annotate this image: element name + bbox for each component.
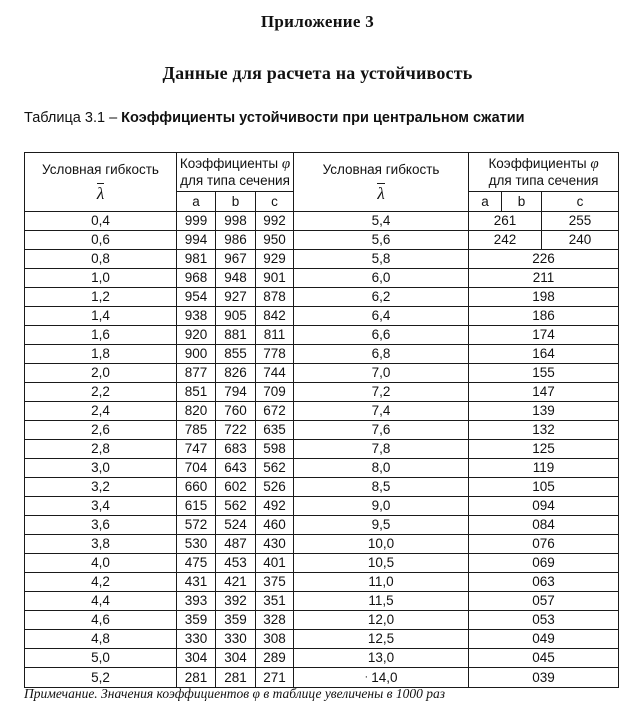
table-row (25, 288, 619, 307)
cell-lambda-left: 1,2 (25, 288, 177, 307)
cell-value-merged-abc: 094 (469, 497, 619, 516)
cell-b-left: 281 (216, 668, 256, 688)
phi-symbol-left: φ (281, 155, 291, 172)
cell-a-left: 359 (177, 611, 216, 630)
cell-c-left: 492 (256, 497, 294, 516)
cell-lambda-left: 3,4 (25, 497, 177, 516)
cell-a-left: 851 (177, 383, 216, 402)
cell-lambda-left: 4,6 (25, 611, 177, 630)
cell-lambda-right: 6,8 (294, 345, 469, 364)
cell-value-merged-abc: 069 (469, 554, 619, 573)
table-row (25, 250, 619, 269)
table-row (25, 516, 619, 535)
table-row (25, 307, 619, 326)
table-row (25, 668, 619, 688)
table-row (25, 535, 619, 554)
table-head (25, 153, 619, 212)
cell-a-left: 615 (177, 497, 216, 516)
cell-a-left: 981 (177, 250, 216, 269)
cell-b-left: 986 (216, 231, 256, 250)
table-row (25, 611, 619, 630)
cell-lambda-right: 7,6 (294, 421, 469, 440)
cell-lambda-left: 4,0 (25, 554, 177, 573)
cell-a-left: 968 (177, 269, 216, 288)
header-coefficients-right-text: Коэффициенты (488, 155, 587, 171)
cell-value-merged-abc: 132 (469, 421, 619, 440)
cell-lambda-right: 9,0 (294, 497, 469, 516)
header-type-c-left: c (256, 192, 294, 212)
appendix-title: Приложение 3 (260, 12, 375, 31)
cell-c-left: 929 (256, 250, 294, 269)
cell-lambda-right: 11,0 (294, 573, 469, 592)
table-row (25, 364, 619, 383)
cell-lambda-right: 11,5 (294, 592, 469, 611)
cell-b-left: 392 (216, 592, 256, 611)
cell-a-left: 431 (177, 573, 216, 592)
cell-lambda-left: 2,2 (25, 383, 177, 402)
table-header-row-1 (25, 153, 619, 192)
cell-value-merged-abc: 119 (469, 459, 619, 478)
cell-b-left: 826 (216, 364, 256, 383)
cell-lambda-right: 7,2 (294, 383, 469, 402)
cell-value-merged-abc: 125 (469, 440, 619, 459)
header-lambda-right-label: Условная гибкость (322, 161, 440, 177)
cell-b-left: 562 (216, 497, 256, 516)
cell-value-merged-abc: 164 (469, 345, 619, 364)
cell-value-merged-abc: 057 (469, 592, 619, 611)
header-coefficients-left-line2: для типа сечения (180, 172, 290, 188)
cell-b-left: 487 (216, 535, 256, 554)
cell-value-merged-abc: 226 (469, 250, 619, 269)
cell-a-left: 820 (177, 402, 216, 421)
cell-lambda-left: 3,0 (25, 459, 177, 478)
table-row (25, 649, 619, 668)
cell-lambda-right: 9,5 (294, 516, 469, 535)
cell-lambda-left: 1,6 (25, 326, 177, 345)
phi-symbol-right: φ (590, 155, 599, 172)
coefficients-table-wrapper (24, 152, 618, 688)
cell-a-left: 938 (177, 307, 216, 326)
table-row (25, 554, 619, 573)
table-row (25, 383, 619, 402)
cell-b-left: 998 (216, 212, 256, 231)
cell-c-left: 289 (256, 649, 294, 668)
cell-c-left: 328 (256, 611, 294, 630)
table-row (25, 402, 619, 421)
cell-c-left: 744 (256, 364, 294, 383)
cell-a-left: 900 (177, 345, 216, 364)
cell-lambda-left: 0,8 (25, 250, 177, 269)
cell-value-merged-abc: 039 (469, 668, 619, 688)
header-coefficients-left (177, 153, 294, 192)
cell-value-merged-abc: 076 (469, 535, 619, 554)
cell-lambda-left: 0,6 (25, 231, 177, 250)
cell-b-left: 855 (216, 345, 256, 364)
cell-value-merged-abc: 063 (469, 573, 619, 592)
cell-lambda-left: 1,0 (25, 269, 177, 288)
cell-lambda-right: 12,5 (294, 630, 469, 649)
cell-c-left: 308 (256, 630, 294, 649)
table-row (25, 212, 619, 231)
cell-value-merged-abc: 198 (469, 288, 619, 307)
cell-value-merged-abc: 084 (469, 516, 619, 535)
cell-lambda-right: 5,4 (294, 212, 469, 231)
page-title: Данные для расчета на устойчивость (162, 63, 473, 83)
header-coefficients-right-line2: для типа сечения (488, 172, 599, 188)
table-row (25, 478, 619, 497)
cell-lambda-right: 8,0 (294, 459, 469, 478)
header-lambda-left (25, 153, 177, 212)
cell-a-left: 281 (177, 668, 216, 688)
cell-b-left: 794 (216, 383, 256, 402)
cell-value-merged-abc: 049 (469, 630, 619, 649)
cell-lambda-left: 2,0 (25, 364, 177, 383)
cell-lambda-left: 2,6 (25, 421, 177, 440)
header-lambda-right-symbol: λ (377, 183, 385, 203)
cell-b-left: 524 (216, 516, 256, 535)
cell-b-left: 453 (216, 554, 256, 573)
table-caption-label: Таблица 3.1 – (24, 110, 122, 126)
cell-lambda-right: 13,0 (294, 649, 469, 668)
header-type-c-right: c (542, 192, 619, 212)
cell-b-left: 722 (216, 421, 256, 440)
cell-lambda-right: 10,5 (294, 554, 469, 573)
cell-c-right: 240 (542, 231, 619, 250)
cell-a-left: 530 (177, 535, 216, 554)
cell-c-left: 271 (256, 668, 294, 688)
table-row (25, 269, 619, 288)
cell-lambda-left: 4,2 (25, 573, 177, 592)
cell-lambda-right: 6,0 (294, 269, 469, 288)
cell-lambda-right: 6,2 (294, 288, 469, 307)
header-lambda-left-label: Условная гибкость (42, 161, 159, 177)
cell-c-left: 460 (256, 516, 294, 535)
table-row (25, 592, 619, 611)
cell-a-left: 999 (177, 212, 216, 231)
cell-lambda-right: 5,6 (294, 231, 469, 250)
cell-a-left: 304 (177, 649, 216, 668)
cell-c-left: 375 (256, 573, 294, 592)
cell-lambda-right: 10,0 (294, 535, 469, 554)
cell-c-left: 526 (256, 478, 294, 497)
cell-a-left: 572 (177, 516, 216, 535)
cell-c-left: 430 (256, 535, 294, 554)
cell-b-left: 602 (216, 478, 256, 497)
cell-lambda-left: 4,4 (25, 592, 177, 611)
table-row (25, 630, 619, 649)
header-coefficients-right (469, 153, 619, 192)
cell-b-left: 421 (216, 573, 256, 592)
cell-lambda-left: 3,6 (25, 516, 177, 535)
table-row (25, 497, 619, 516)
cell-lambda-left: 2,8 (25, 440, 177, 459)
cell-lambda-right: 6,4 (294, 307, 469, 326)
cell-lambda-left: 3,2 (25, 478, 177, 497)
cell-lambda-left: 1,4 (25, 307, 177, 326)
cell-lambda-right: 7,0 (294, 364, 469, 383)
cell-lambda-right: 12,0 (294, 611, 469, 630)
cell-b-left: 967 (216, 250, 256, 269)
cell-b-left: 359 (216, 611, 256, 630)
cell-c-left: 562 (256, 459, 294, 478)
cell-lambda-left: 5,0 (25, 649, 177, 668)
cell-b-left: 948 (216, 269, 256, 288)
cell-lambda-right: 8,5 (294, 478, 469, 497)
table-caption-text: Коэффициенты устойчивости при центральном сжатии (121, 110, 525, 126)
header-lambda-left-symbol: λ (96, 183, 105, 203)
table-row (25, 231, 619, 250)
cell-c-left: 878 (256, 288, 294, 307)
cell-value-merged-abc: 045 (469, 649, 619, 668)
cell-b-left: 927 (216, 288, 256, 307)
cell-lambda-right: 7,4 (294, 402, 469, 421)
table-row (25, 345, 619, 364)
cell-value-merged-abc: 139 (469, 402, 619, 421)
cell-c-left: 901 (256, 269, 294, 288)
cell-lambda-right: 5,8 (294, 250, 469, 269)
table-row (25, 421, 619, 440)
table-caption (24, 110, 525, 126)
cell-c-left: 598 (256, 440, 294, 459)
cell-lambda-left: 3,8 (25, 535, 177, 554)
table-row (25, 573, 619, 592)
header-coefficients-right-line1 (469, 156, 618, 173)
cell-c-left: 635 (256, 421, 294, 440)
cell-value-merged-ab: 242 (469, 231, 542, 250)
cell-a-left: 393 (177, 592, 216, 611)
cell-value-merged-ab: 261 (469, 212, 542, 231)
header-coefficients-left-line1 (177, 156, 293, 173)
cell-a-left: 747 (177, 440, 216, 459)
header-type-b-right: b (502, 192, 542, 212)
coefficients-table (24, 152, 619, 688)
cell-c-left: 992 (256, 212, 294, 231)
cell-c-left: 811 (256, 326, 294, 345)
cell-a-left: 660 (177, 478, 216, 497)
cell-lambda-right: 6,6 (294, 326, 469, 345)
cell-c-left: 401 (256, 554, 294, 573)
cell-a-left: 704 (177, 459, 216, 478)
cell-lambda-left: 0,4 (25, 212, 177, 231)
cell-a-left: 330 (177, 630, 216, 649)
cell-b-left: 905 (216, 307, 256, 326)
cell-value-merged-abc: 053 (469, 611, 619, 630)
table-body (25, 212, 619, 688)
header-lambda-right (294, 153, 469, 212)
cell-c-left: 351 (256, 592, 294, 611)
cell-b-left: 643 (216, 459, 256, 478)
cell-c-left: 672 (256, 402, 294, 421)
cell-value-merged-abc: 147 (469, 383, 619, 402)
cell-lambda-left: 4,8 (25, 630, 177, 649)
cell-lambda-right: 7,8 (294, 440, 469, 459)
cell-a-left: 475 (177, 554, 216, 573)
cell-b-left: 683 (216, 440, 256, 459)
cell-c-left: 709 (256, 383, 294, 402)
cell-b-left: 304 (216, 649, 256, 668)
header-type-a-right: a (469, 192, 502, 212)
header-type-a-left: a (177, 192, 216, 212)
header-type-b-left: b (216, 192, 256, 212)
cell-a-left: 785 (177, 421, 216, 440)
cell-a-left: 920 (177, 326, 216, 345)
cell-value-merged-abc: 186 (469, 307, 619, 326)
cell-a-left: 994 (177, 231, 216, 250)
cell-value-merged-abc: 174 (469, 326, 619, 345)
table-row (25, 459, 619, 478)
cell-b-left: 760 (216, 402, 256, 421)
cell-lambda-right: · 14,0 (294, 668, 469, 688)
cell-value-merged-abc: 155 (469, 364, 619, 383)
table-footnote: Примечание. Значения коэффициентов φ в таблице увеличены в 1000 раз (24, 686, 445, 701)
table-row (25, 326, 619, 345)
cell-c-left: 778 (256, 345, 294, 364)
cell-lambda-left: 5,2 (25, 668, 177, 688)
cell-c-left: 842 (256, 307, 294, 326)
cell-lambda-left: 1,8 (25, 345, 177, 364)
header-coefficients-left-text: Коэффициенты (179, 155, 279, 171)
cell-b-left: 881 (216, 326, 256, 345)
cell-value-merged-abc: 105 (469, 478, 619, 497)
cell-lambda-left: 2,4 (25, 402, 177, 421)
cell-c-right: 255 (542, 212, 619, 231)
cell-value-merged-abc: 211 (469, 269, 619, 288)
cell-c-left: 950 (256, 231, 294, 250)
cell-a-left: 877 (177, 364, 216, 383)
cell-a-left: 954 (177, 288, 216, 307)
cell-b-left: 330 (216, 630, 256, 649)
table-row (25, 440, 619, 459)
